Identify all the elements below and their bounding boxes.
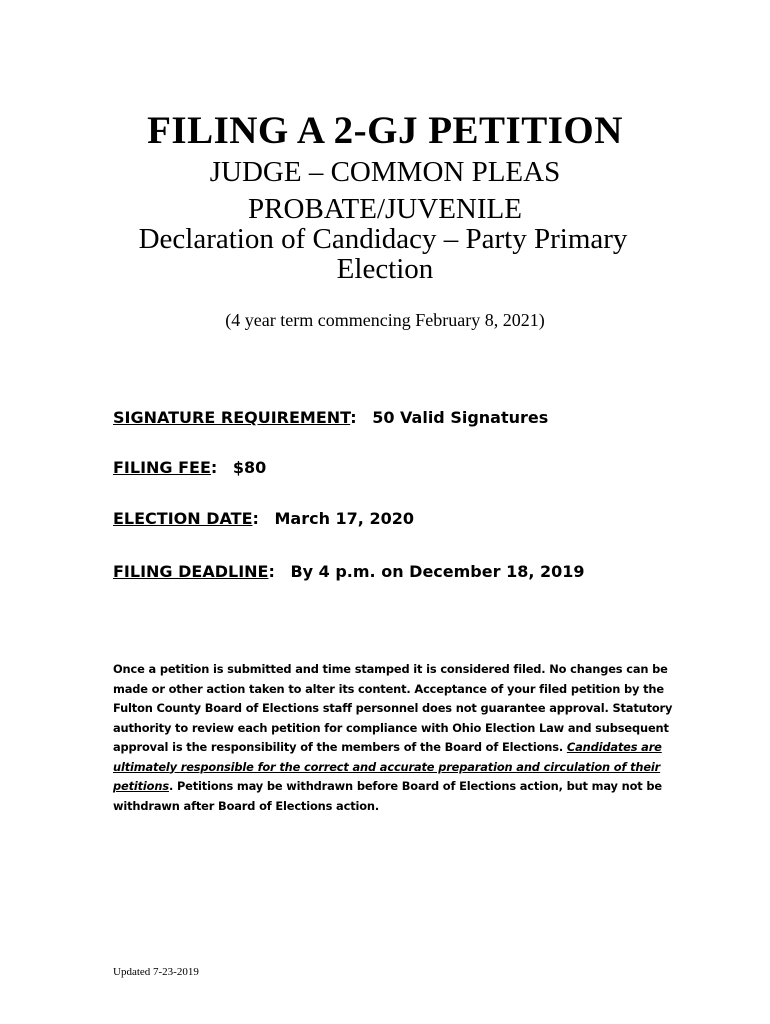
notice-text-end: . Petitions may be withdrawn before Board of Elections action, but may not be withdrawn after Board of Elections action. [113,779,662,813]
requirement-value: By 4 p.m. on December 18, 2019 [290,562,585,581]
court-division: PROBATE/JUVENILE [248,193,522,225]
filing-notice-paragraph [113,660,673,816]
requirement-label: FILING DEADLINE [113,562,269,581]
declaration-title: Declaration of Candidacy – Party Primary [138,223,628,255]
requirement-value: March 17, 2020 [274,509,414,528]
office-title: JUDGE – COMMON PLEAS [209,156,561,188]
requirement-label: SIGNATURE REQUIREMENT [113,408,351,427]
requirement-label: ELECTION DATE [113,509,253,528]
notice-text: Once a petition is submitted and time stamped it is considered filed. No changes can be made or other action taken to alter its content. Acceptance of your filed petition by the Fulton County Board of Elections staff personnel does not guarantee approval. Statutory authority to review each petition for compliance with Ohio Election Law and subsequent approval is the responsibility of the members of the Board of Elections. [113,662,673,754]
filing-fee [113,457,266,479]
filing-deadline [113,561,585,583]
requirement-value: 50 Valid Signatures [372,408,549,427]
signature-requirement [113,407,548,429]
document-title: FILING A 2-GJ PETITION [147,109,623,152]
election-date [113,508,414,530]
requirement-colon: : [350,408,357,427]
requirement-colon: : [268,562,275,581]
declaration-title-continued: Election [336,253,434,285]
requirement-label: FILING FEE [113,458,211,477]
term-note: (4 year term commencing February 8, 2021) [225,310,545,330]
requirement-colon: : [252,509,259,528]
notice-emphasis: Candidates are ultimately responsible for the correct and accurate preparation and circulation of their petitions [113,740,662,793]
requirement-colon: : [210,458,218,477]
requirement-value: $80 [232,458,267,477]
updated-date: Updated 7-23-2019 [113,966,199,978]
